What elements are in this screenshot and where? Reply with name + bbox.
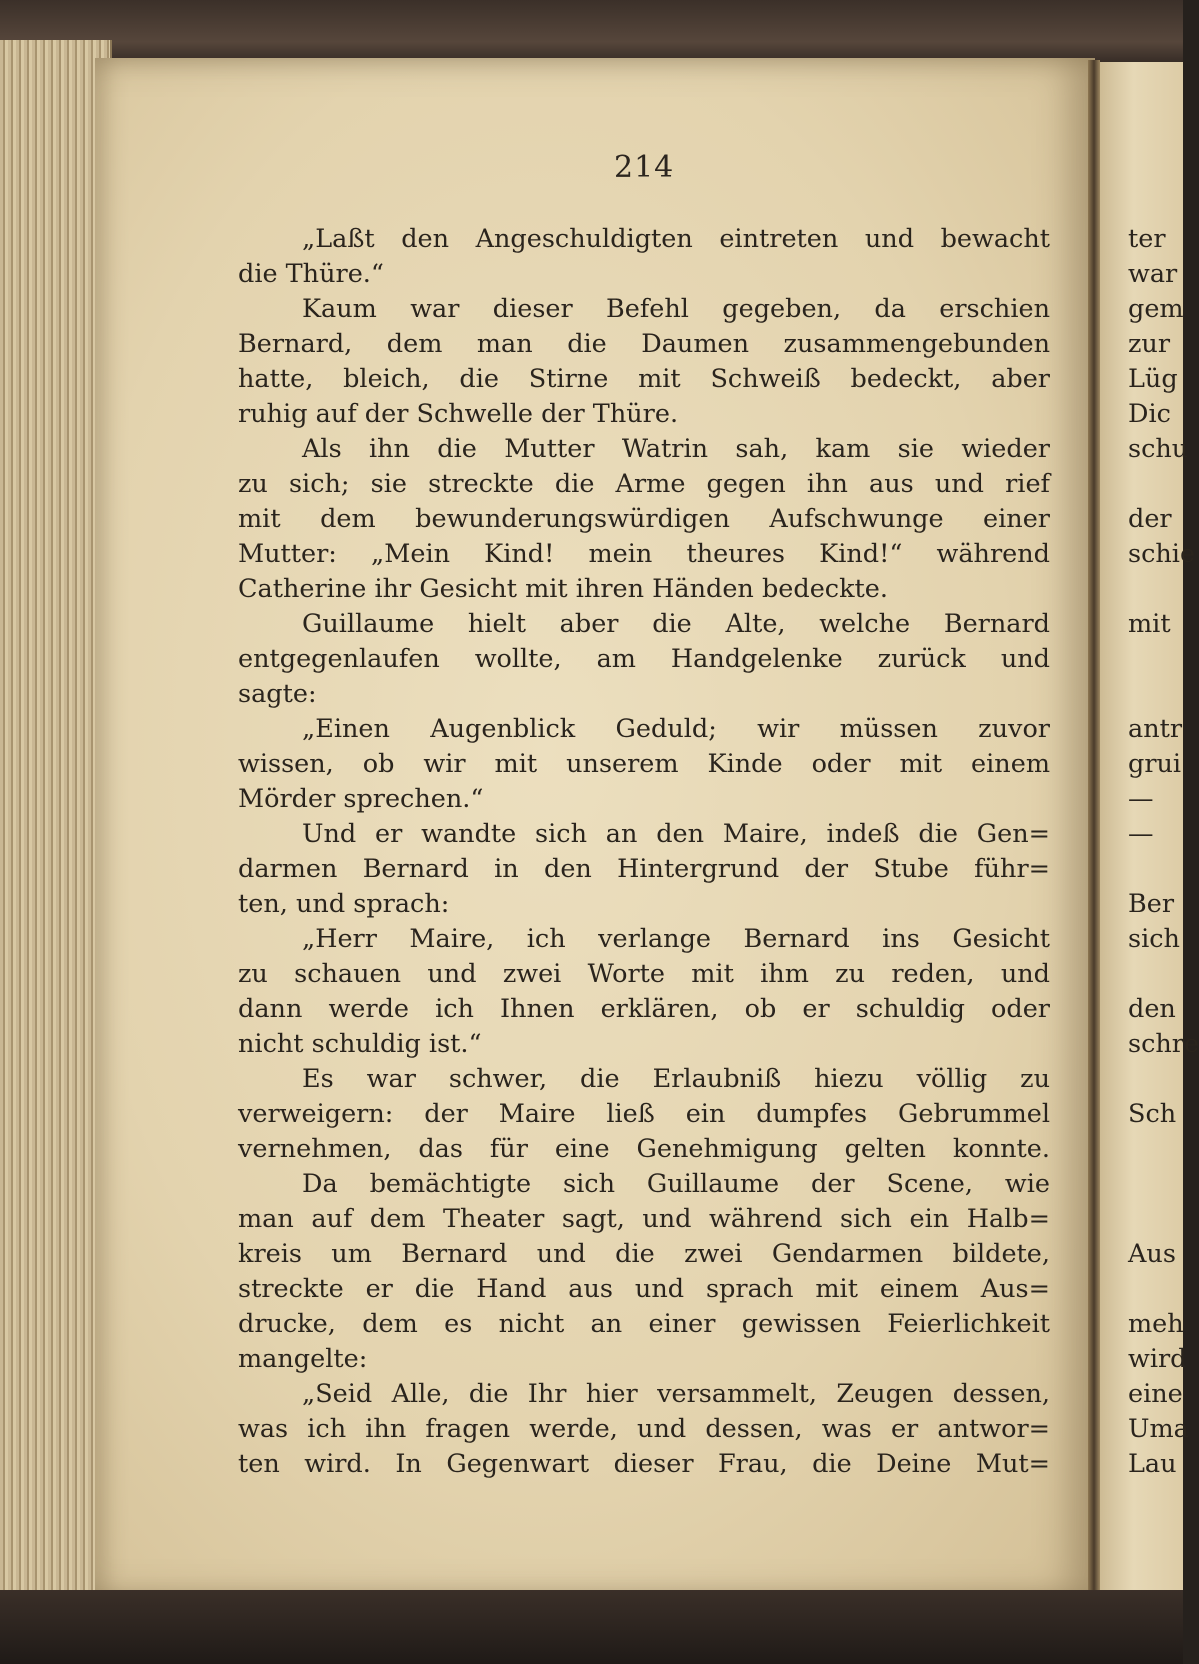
text-line: nicht schuldig ist.“: [238, 1029, 482, 1059]
facing-text-line: ter: [1128, 224, 1166, 254]
text-line: drucke, dem es nicht an einer gewissen Feierlichkeit: [238, 1309, 1050, 1339]
facing-text-line: sich: [1128, 924, 1180, 954]
text-line: hatte, bleich, die Stirne mit Schweiß bedeckt, aber: [238, 364, 1050, 394]
facing-text-line: schre: [1128, 1029, 1199, 1059]
text-line: mit dem bewunderungswürdigen Aufschwunge einer: [238, 504, 1050, 534]
text-line: Bernard, dem man die Daumen zusammengebunden: [238, 329, 1050, 359]
facing-text-line: [1128, 957, 1188, 992]
facing-text-line: [1128, 1167, 1188, 1202]
text-line: mangelte:: [238, 1344, 368, 1374]
text-line: entgegenlaufen wollte, am Handgelenke zurück und: [238, 644, 1050, 674]
facing-text-line: Sch: [1128, 1099, 1177, 1129]
text-line: was ich ihn fragen werde, und dessen, was er antwor=: [238, 1414, 1050, 1444]
facing-text-line: grui: [1128, 749, 1182, 779]
page-number: 214: [614, 150, 675, 185]
text-line: Catherine ihr Gesicht mit ihren Händen bedeckte.: [238, 574, 888, 604]
text-line: sagte:: [238, 679, 317, 709]
facing-text-line: schu: [1128, 434, 1189, 464]
facing-text-line: —: [1128, 784, 1154, 814]
facing-text-line: Dic: [1128, 399, 1171, 429]
facing-text-line: wird: [1128, 1344, 1187, 1374]
text-line: „Herr Maire, ich verlange Bernard ins Gesicht: [302, 924, 1050, 954]
text-line: „Laßt den Angeschuldigten eintreten und bewacht: [302, 224, 1050, 254]
page-body-text: [238, 222, 1050, 1482]
facing-text-line: Lüg: [1128, 364, 1178, 394]
text-line: ruhig auf der Schwelle der Thüre.: [238, 399, 679, 429]
text-line: Und er wandte sich an den Maire, indeß die Gen=: [302, 819, 1050, 849]
text-line: „Einen Augenblick Geduld; wir müssen zuvor: [302, 714, 1050, 744]
text-line: zu sich; sie streckte die Arme gegen ihn aus und rief: [238, 469, 1050, 499]
facing-text-line: der: [1128, 504, 1172, 534]
text-line: Mutter: „Mein Kind! mein theures Kind!“ während: [238, 539, 1050, 569]
text-line: man auf dem Theater sagt, und während sich ein Halb=: [238, 1204, 1050, 1234]
facing-text-line: zur: [1128, 329, 1171, 359]
facing-text-line: mit: [1128, 609, 1171, 639]
facing-text-line: —: [1128, 819, 1154, 849]
text-line: darmen Bernard in den Hintergrund der Stube führ=: [238, 854, 1050, 884]
facing-text-line: eine: [1128, 1379, 1183, 1409]
text-line: streckte er die Hand aus und sprach mit einem Aus=: [238, 1274, 1050, 1304]
text-line: Da bemächtigte sich Guillaume der Scene, wie: [302, 1169, 1050, 1199]
text-line: ten wird. In Gegenwart dieser Frau, die Deine Mut=: [238, 1449, 1050, 1479]
text-line: Als ihn die Mutter Watrin sah, kam sie wieder: [302, 434, 1050, 464]
facing-text-line: [1128, 572, 1188, 607]
facing-text-line: Aus: [1128, 1239, 1176, 1269]
book-gutter: [1088, 60, 1100, 1595]
text-line: „Seid Alle, die Ihr hier versammelt, Zeugen dessen,: [302, 1379, 1050, 1409]
facing-text-line: [1128, 852, 1188, 887]
text-line: dann werde ich Ihnen erklären, ob er schuldig oder: [238, 994, 1050, 1024]
facing-text-line: [1128, 677, 1188, 712]
facing-text-line: Lau: [1128, 1449, 1177, 1479]
facing-text-line: den: [1128, 994, 1176, 1024]
facing-text-line: [1128, 1202, 1188, 1237]
facing-text-line: [1128, 1132, 1188, 1167]
text-line: wissen, ob wir mit unserem Kinde oder mit einem: [238, 749, 1050, 779]
text-line: kreis um Bernard und die zwei Gendarmen bildete,: [238, 1239, 1050, 1269]
text-line: ten, und sprach:: [238, 889, 450, 919]
text-line: zu schauen und zwei Worte mit ihm zu reden, und: [238, 959, 1050, 989]
facing-text-line: antr: [1128, 714, 1183, 744]
text-line: Guillaume hielt aber die Alte, welche Bernard: [302, 609, 1050, 639]
facing-text-line: war: [1128, 259, 1178, 289]
facing-text-line: [1128, 642, 1188, 677]
text-line: die Thüre.“: [238, 259, 384, 289]
text-line: Mörder sprechen.“: [238, 784, 484, 814]
text-line: vernehmen, das für eine Genehmigung gelten konnte.: [238, 1134, 1050, 1164]
facing-text-line: schie: [1128, 539, 1196, 569]
facing-text-line: [1128, 1062, 1188, 1097]
text-line: Kaum war dieser Befehl gegeben, da erschien: [302, 294, 1050, 324]
facing-text-line: [1128, 467, 1188, 502]
facing-text-line: [1128, 1272, 1188, 1307]
facing-text-line: Ber: [1128, 889, 1175, 919]
text-line: verweigern: der Maire ließ ein dumpfes Gebrummel: [238, 1099, 1050, 1129]
book-cover-bottom: [0, 1590, 1183, 1664]
facing-text-line: meh: [1128, 1309, 1184, 1339]
facing-page-text: [1128, 222, 1199, 1482]
facing-text-line: Uma: [1128, 1414, 1189, 1444]
facing-text-line: gem: [1128, 294, 1184, 324]
text-line: Es war schwer, die Erlaubniß hiezu völlig zu: [302, 1064, 1050, 1094]
